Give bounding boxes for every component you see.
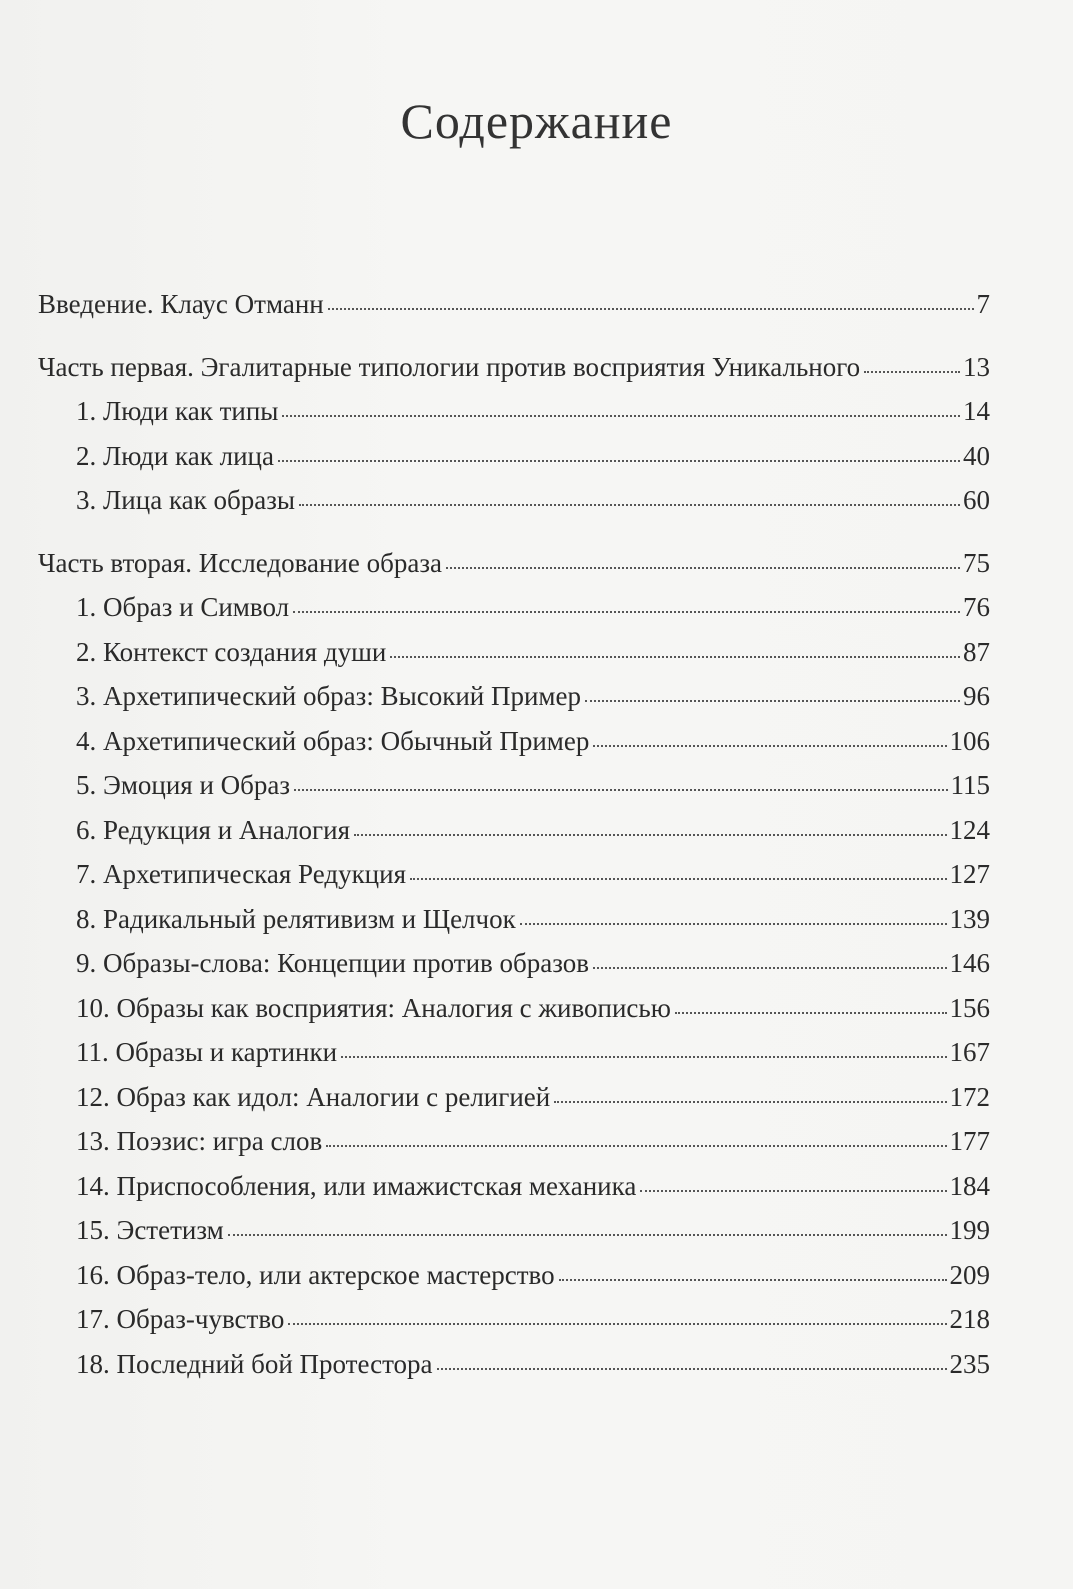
toc-entry-page: 139 xyxy=(949,903,990,934)
toc-entry-label: 13. Поэзис: игра слов xyxy=(76,1126,323,1156)
toc-entry-label: 6. Редукция и Аналогия xyxy=(76,814,350,845)
toc-entry-label: Часть первая. Эгалитарные типологии против восприятия Уникального xyxy=(38,351,861,382)
toc-entry-label: 18. Последний бой Протестора xyxy=(76,1348,433,1379)
toc-entry xyxy=(38,941,990,986)
toc-entry-page: 177 xyxy=(949,1126,990,1156)
toc-entry xyxy=(38,986,990,1031)
toc-entry xyxy=(38,434,990,479)
toc-entry-page: 156 xyxy=(949,992,990,1023)
dot-leader xyxy=(341,1056,946,1058)
dot-leader xyxy=(640,1190,946,1192)
table-of-contents xyxy=(38,282,990,1386)
dot-leader xyxy=(437,1368,947,1370)
dot-leader xyxy=(282,415,960,417)
dot-leader xyxy=(675,1012,947,1014)
dot-leader xyxy=(864,371,960,373)
toc-entry xyxy=(38,1297,990,1342)
dot-leader xyxy=(410,878,947,880)
toc-entry xyxy=(38,763,990,808)
toc-entry-part-one xyxy=(38,345,990,390)
toc-entry-label: 16. Образ-тело, или актерское мастерство xyxy=(76,1259,555,1290)
toc-entry xyxy=(38,1342,990,1387)
dot-leader xyxy=(278,460,960,462)
dot-leader xyxy=(446,567,960,569)
toc-entry-page: 76 xyxy=(963,592,990,622)
toc-entry xyxy=(38,389,990,434)
toc-entry xyxy=(38,1030,990,1075)
toc-entry-page: 96 xyxy=(963,681,990,711)
toc-entry-label: 3. Архетипический образ: Высокий Пример xyxy=(76,681,581,711)
toc-entry-introduction xyxy=(38,282,990,327)
toc-entry-label: 4. Архетипический образ: Обычный Пример xyxy=(76,725,590,756)
toc-entry-page: 75 xyxy=(963,547,990,578)
toc-entry-page: 60 xyxy=(963,485,990,515)
toc-entry xyxy=(38,1119,990,1164)
toc-entry-label: 1. Образ и Символ xyxy=(76,592,290,622)
toc-entry-label: Введение. Клаус Отманн xyxy=(38,289,324,319)
toc-entry-page: 218 xyxy=(949,1304,990,1334)
toc-entry xyxy=(38,478,990,523)
dot-leader xyxy=(293,611,960,613)
toc-entry-page: 13 xyxy=(963,351,990,382)
toc-entry-label: 12. Образ как идол: Аналогии с религией xyxy=(76,1081,551,1112)
toc-entry-label: 17. Образ-чувство xyxy=(76,1304,285,1334)
toc-entry xyxy=(38,1253,990,1298)
toc-entry xyxy=(38,852,990,897)
page-title: Содержание xyxy=(400,93,673,149)
toc-entry-label: 8. Радикальный релятивизм и Щелчок xyxy=(76,903,516,934)
dot-leader xyxy=(593,967,946,969)
toc-entry xyxy=(38,1164,990,1209)
dot-leader xyxy=(288,1323,946,1325)
toc-entry-label: 2. Контекст создания души xyxy=(76,636,387,667)
dot-leader xyxy=(294,789,947,791)
dot-leader xyxy=(228,1234,947,1236)
toc-entry xyxy=(38,1208,990,1253)
toc-entry-page: 40 xyxy=(963,440,990,471)
dot-leader xyxy=(390,656,960,658)
toc-entry-page: 127 xyxy=(949,859,990,889)
toc-entry-label: 3. Лица как образы xyxy=(76,485,296,515)
dot-leader xyxy=(585,700,960,702)
toc-entry-page: 172 xyxy=(949,1081,990,1112)
toc-entry-page: 7 xyxy=(976,289,990,319)
toc-entry xyxy=(38,1075,990,1120)
toc-entry xyxy=(38,719,990,764)
toc-entry-page: 87 xyxy=(963,636,990,667)
toc-entry-page: 235 xyxy=(949,1348,990,1379)
toc-entry-label: 11. Образы и картинки xyxy=(76,1037,338,1067)
toc-entry-label: 5. Эмоция и Образ xyxy=(76,770,291,800)
dot-leader xyxy=(593,745,946,747)
toc-entry-label: 2. Люди как лица xyxy=(76,440,274,471)
toc-entry-label: Часть вторая. Исследование образа xyxy=(38,547,442,578)
toc-entry xyxy=(38,808,990,853)
toc-entry-page: 124 xyxy=(949,814,990,845)
toc-entry-label: 14. Приспособления, или имажистская механика xyxy=(76,1170,637,1201)
toc-entry xyxy=(38,897,990,942)
toc-entry-page: 209 xyxy=(949,1259,990,1290)
dot-leader xyxy=(299,504,960,506)
toc-entry-label: 15. Эстетизм xyxy=(76,1215,224,1245)
toc-entry xyxy=(38,630,990,675)
dot-leader xyxy=(559,1279,947,1281)
dot-leader xyxy=(328,308,974,310)
toc-entry-label: 9. Образы-слова: Концепции против образов xyxy=(76,948,590,978)
toc-entry-page: 115 xyxy=(950,770,990,800)
toc-entry-page: 167 xyxy=(949,1037,990,1067)
toc-entry-page: 14 xyxy=(963,396,990,426)
toc-entry-part-two xyxy=(38,541,990,586)
toc-entry-page: 199 xyxy=(949,1215,990,1245)
dot-leader xyxy=(326,1145,946,1147)
toc-entry-label: 1. Люди как типы xyxy=(76,396,279,426)
toc-entry xyxy=(38,674,990,719)
toc-entry-label: 10. Образы как восприятия: Аналогия с живописью xyxy=(76,992,671,1023)
toc-entry-page: 106 xyxy=(949,725,990,756)
dot-leader xyxy=(520,923,947,925)
dot-leader xyxy=(354,834,947,836)
toc-entry-label: 7. Архетипическая Редукция xyxy=(76,859,406,889)
dot-leader xyxy=(554,1101,946,1103)
toc-entry xyxy=(38,585,990,630)
toc-entry-page: 146 xyxy=(949,948,990,978)
toc-entry-page: 184 xyxy=(949,1170,990,1201)
